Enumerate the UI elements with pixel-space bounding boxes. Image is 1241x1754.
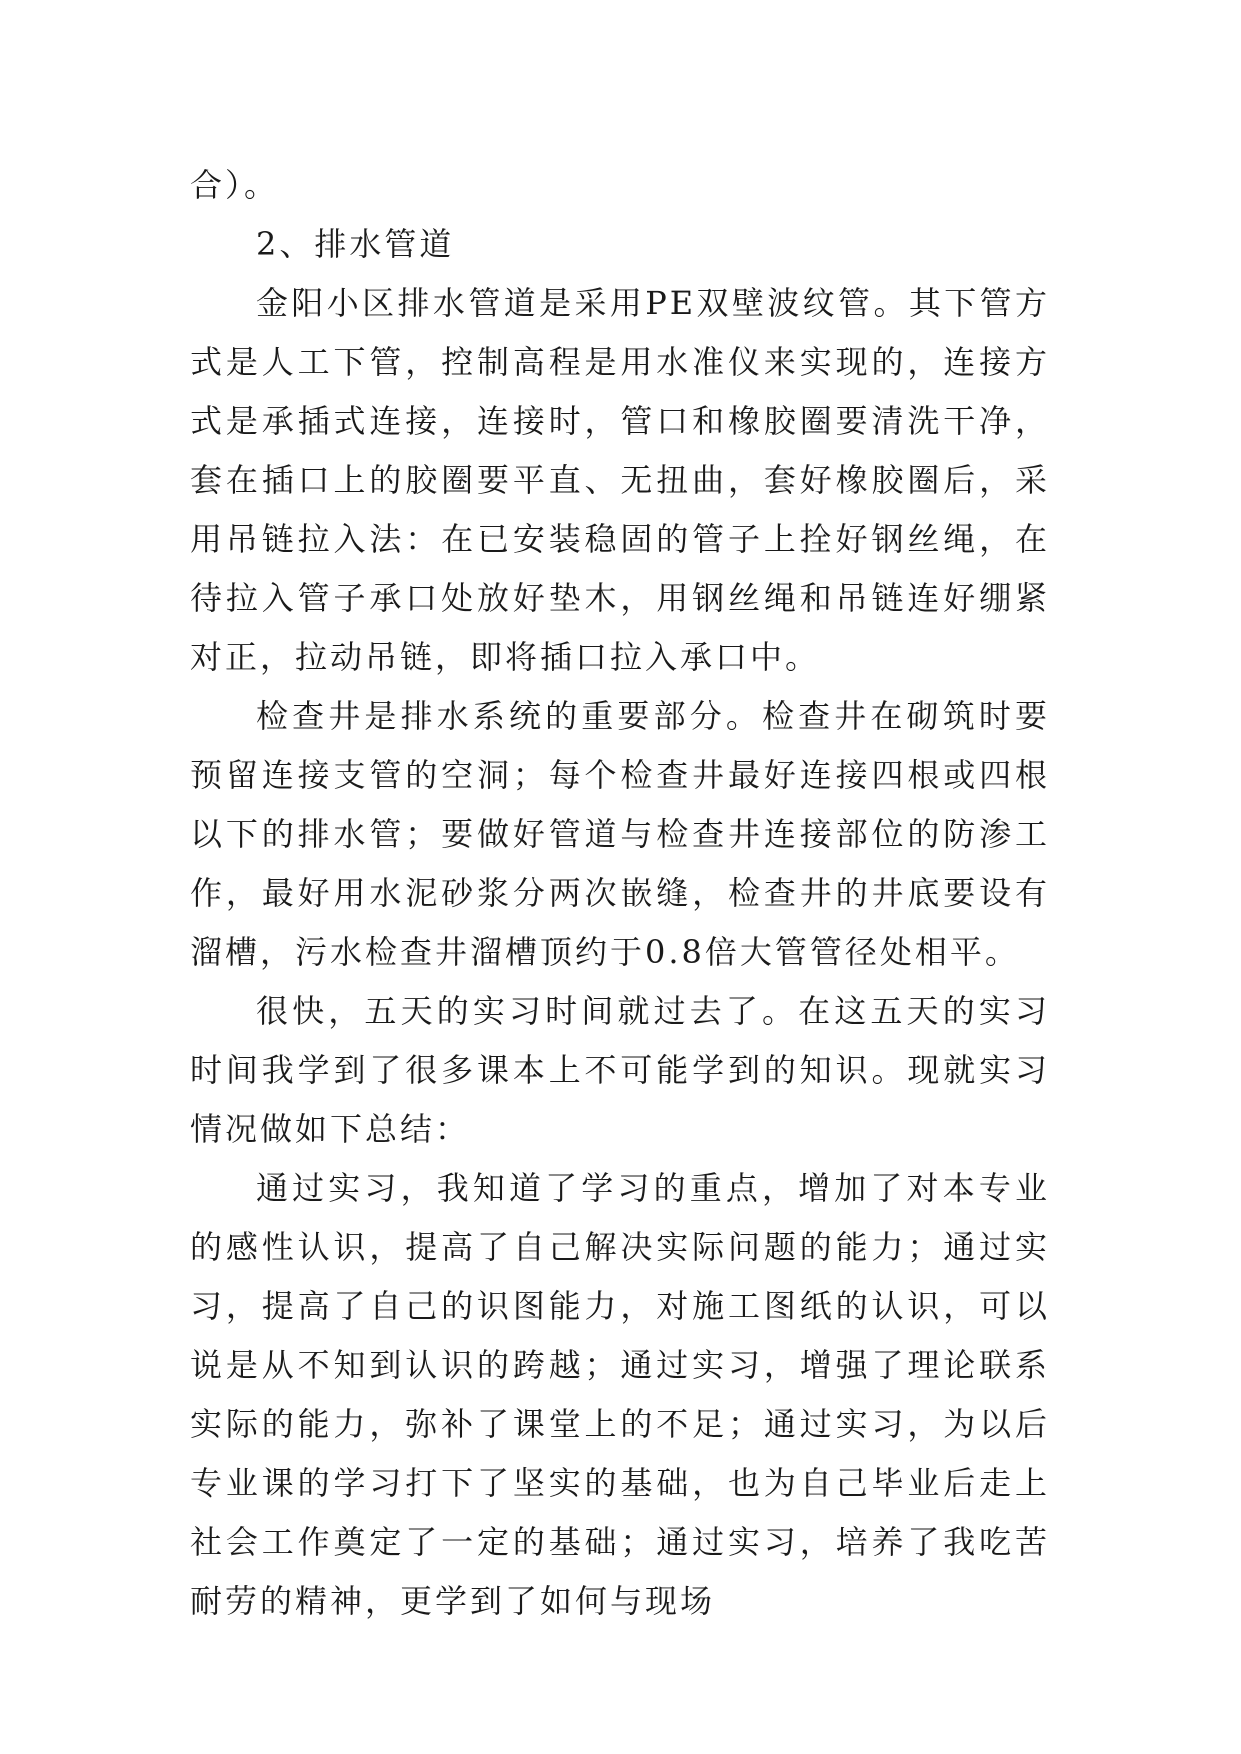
paragraph-internship-summary-intro: 很快，五天的实习时间就过去了。在这五天的实习时间我学到了很多课本上不可能学到的知识。现就实习情况做如下总结： bbox=[190, 992, 1050, 1148]
document-body bbox=[190, 156, 1050, 1631]
paragraph-continuation: 合）。 bbox=[190, 166, 280, 204]
section-heading-drainage-pipe: 2、排水管道 bbox=[256, 225, 455, 263]
paragraph-drainage-pipe-installation: 金阳小区排水管道是采用PE双壁波纹管。其下管方式是人工下管，控制高程是用水准仪来实现的，连接方式是承插式连接，连接时，管口和橡胶圈要清洗干净，套在插口上的胶圈要平直、无扭曲，套好橡胶圈后，采用吊链拉入法：在已安装稳固的管子上拴好钢丝绳，在待拉入管子承口处放好垫木，用钢丝绳和吊链连好绷紧对正，拉动吊链，即将插口拉入承口中。 bbox=[190, 284, 1050, 676]
paragraph-inspection-well: 检查井是排水系统的重要部分。检查井在砌筑时要预留连接支管的空洞；每个检查井最好连接四根或四根以下的排水管；要做好管道与检查井连接部位的防渗工作，最好用水泥砂浆分两次嵌缝，检查井的井底要设有溜槽，污水检查井溜槽顶约于0.8倍大管管径处相平。 bbox=[190, 697, 1050, 971]
paragraph-internship-gains: 通过实习，我知道了学习的重点，增加了对本专业的感性认识，提高了自己解决实际问题的能力；通过实习，提高了自己的识图能力，对施工图纸的认识，可以说是从不知到认识的跨越；通过实习，增强了理论联系实际的能力，弥补了课堂上的不足；通过实习，为以后专业课的学习打下了坚实的基础，也为自己毕业后走上社会工作奠定了一定的基础；通过实习，培养了我吃苦耐劳的精神，更学到了如何与现场 bbox=[190, 1169, 1050, 1620]
